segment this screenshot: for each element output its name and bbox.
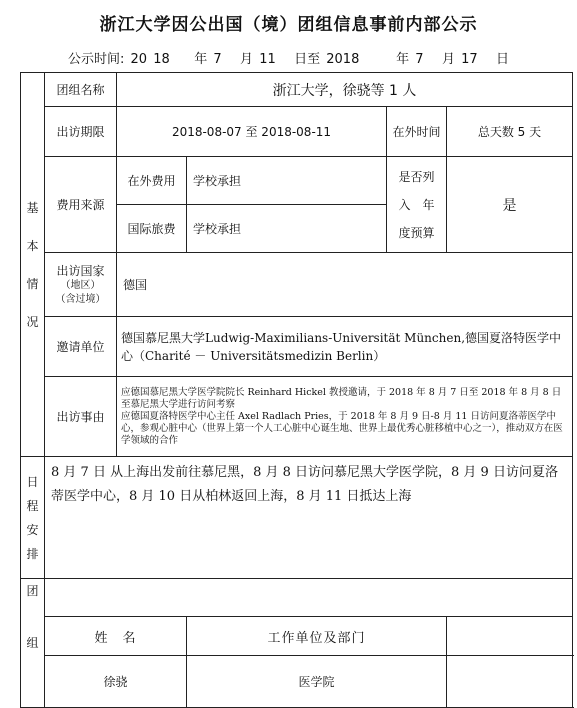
country-label	[45, 253, 117, 317]
inviter-label: 邀请单位	[45, 317, 117, 377]
section-group-char: 团	[26, 584, 39, 598]
country-value: 德国	[117, 253, 573, 317]
member-name: 徐骁	[45, 656, 187, 708]
intl-travel-label: 国际旅费	[117, 205, 187, 253]
group-info-form	[20, 72, 573, 708]
purpose-value	[117, 377, 573, 457]
abroad-cost-label: 在外费用	[117, 157, 187, 205]
section-schedule-char: 日	[26, 474, 39, 489]
inviter-value: 德国慕尼黑大学Ludwig-Maximilians-Universität München,德国夏洛特医学中心（Charité － Universitätsmedizin Berlin）	[117, 317, 573, 377]
group-name-label: 团组名称	[45, 73, 117, 107]
page-title: 浙江大学因公出国（境）团组信息事前内部公示	[99, 15, 478, 35]
members-header-unit: 工作单位及部门	[187, 617, 447, 656]
period-label: 出访期限	[45, 107, 117, 157]
members-header-title-spacer	[447, 617, 573, 656]
section-schedule-char: 程	[26, 498, 39, 513]
budget-label-line: 入 年	[398, 197, 435, 212]
budget-value: 是	[447, 157, 573, 253]
purpose-label: 出访事由	[45, 377, 117, 457]
section-basic-char: 况	[26, 314, 39, 329]
publish-time-range: 20 18 年 7 月 11 日至 2018 年 7 月 17 日	[130, 52, 510, 67]
abroad-time-label: 在外时间	[387, 107, 447, 157]
schedule-value: 8 月 7 日 从上海出发前往慕尼黑，8 月 8 日访问慕尼黑大学医学院，8 月 9 日访问夏洛蒂医学中心，8 月 10 日从柏林返回上海，8 月 11 日抵达上海	[45, 457, 573, 579]
abroad-time-value: 总天数 5 天	[447, 107, 573, 157]
abroad-cost-value: 学校承担	[187, 157, 387, 205]
budget-label-line: 度预算	[398, 225, 435, 240]
section-schedule	[21, 457, 45, 579]
publish-time-label: 公示时间:	[67, 52, 125, 67]
section-basic-char: 情	[26, 276, 39, 291]
purpose-paragraph: 应德国夏洛特医学中心主任 Axel Radlach Pries，于 2018 年 8 月 9 日-8 月 11 日访问夏洛蒂医学中心，参观心脏中心（世界上第一个人工心脏中心诞生地、世界上最优秀心脏移植中心之一），推动双方在医学领域的合作	[121, 410, 563, 446]
group-spacer	[45, 579, 573, 617]
country-label-sub: （地区）	[60, 280, 101, 291]
publish-time	[0, 48, 577, 67]
period-value: 2018-08-07 至 2018-08-11	[117, 107, 387, 157]
section-schedule-char: 排	[26, 546, 39, 561]
section-basic-char: 基	[26, 200, 39, 215]
section-schedule-char: 安	[26, 522, 39, 537]
country-label-sub: （含过境）	[55, 294, 106, 305]
member-unit: 医学院	[187, 656, 447, 708]
section-group-char: 组	[26, 636, 39, 650]
section-basic-char: 本	[26, 238, 39, 253]
members-header-name: 姓 名	[45, 617, 187, 656]
intl-travel-value: 学校承担	[187, 205, 387, 253]
funding-label: 费用来源	[45, 157, 117, 253]
section-basic-info	[21, 73, 45, 457]
group-name-value: 浙江大学，徐骁等 1 人	[117, 73, 573, 107]
section-group	[21, 579, 45, 708]
purpose-paragraph: 应德国慕尼黑大学医学院院长 Reinhard Hickel 教授邀请，于 2018 年 8 月 7 日至 2018 年 8 月 8 日至慕尼黑大学进行访问考察	[121, 386, 562, 410]
budget-label-line: 是否列	[398, 169, 435, 184]
country-label-main: 出访国家	[56, 264, 105, 278]
budget-label	[387, 157, 447, 253]
